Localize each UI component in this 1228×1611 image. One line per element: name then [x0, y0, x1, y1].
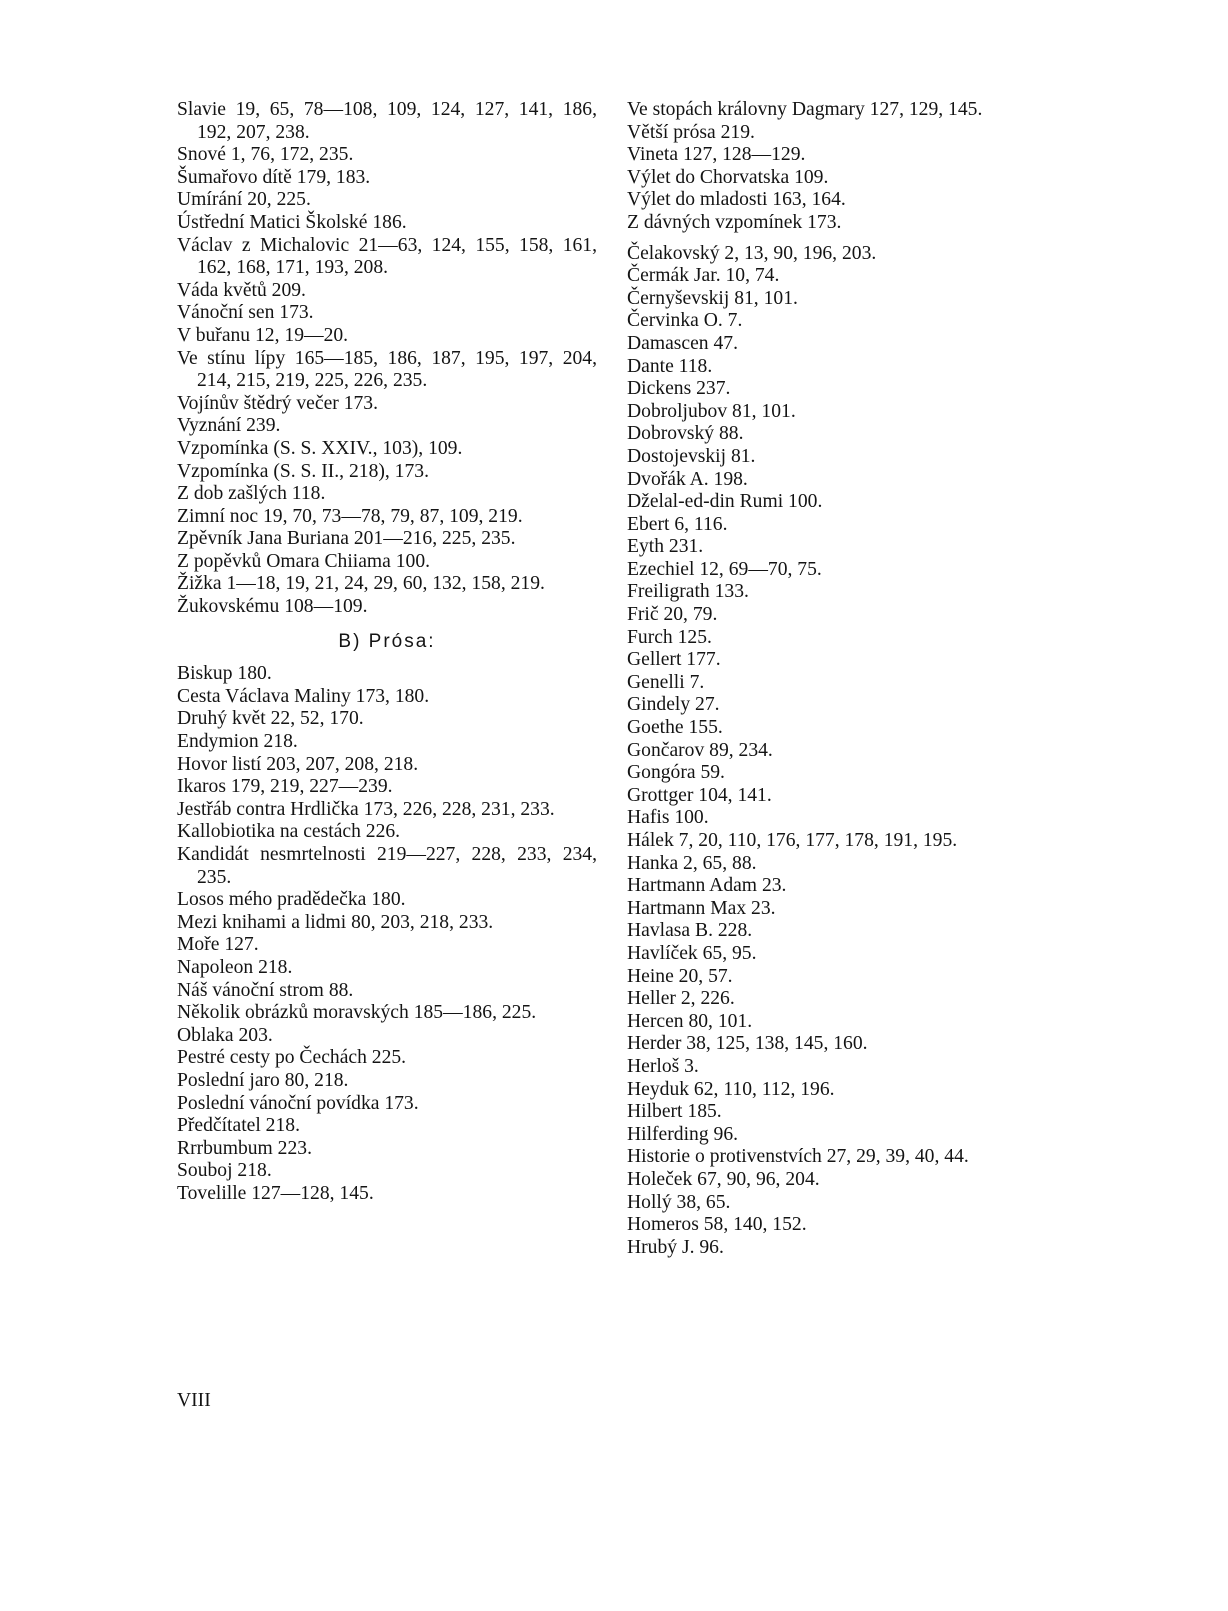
index-entry: Mezi knihami a lidmi 80, 203, 218, 233.: [177, 911, 494, 933]
index-entry: Pestré cesty po Čechách 225.: [177, 1047, 407, 1069]
index-entry: Heller 2, 226.: [627, 988, 735, 1010]
index-entry: Cesta Václava Maliny 173, 180.: [177, 685, 430, 707]
index-entry: Hovor listí 203, 207, 208, 218.: [177, 753, 419, 775]
index-entry: Ezechiel 12, 69—70, 75.: [627, 558, 822, 580]
index-entry: Šumařovo dítě 179, 183.: [177, 166, 371, 188]
index-entry: Umírání 20, 225.: [177, 189, 311, 211]
index-entry: Vzpomínka (S. S. XXIV., 103), 109.: [177, 437, 463, 459]
index-entry: Herloš 3.: [627, 1055, 699, 1077]
index-entry: Genelli 7.: [627, 671, 705, 693]
index-entry: Homeros 58, 140, 152.: [627, 1214, 807, 1236]
index-entry: Hercen 80, 101.: [627, 1010, 753, 1032]
index-entry: Goethe 155.: [627, 717, 723, 739]
index-entry: Heine 20, 57.: [627, 965, 733, 987]
index-entry: Poslední jaro 80, 218.: [177, 1069, 349, 1091]
index-entry: Biskup 180.: [177, 663, 272, 685]
index-entry: Dante 118.: [627, 355, 713, 377]
index-entry: Kallobiotika na cestách 226.: [177, 821, 401, 843]
page-number: VIII: [177, 1390, 211, 1411]
index-list-poetry: [177, 99, 597, 619]
index-entry: Výlet do mladosti 163, 164.: [627, 189, 846, 211]
index-entry: Hilbert 185.: [627, 1101, 722, 1123]
index-entry: Vzpomínka (S. S. II., 218), 173.: [177, 460, 429, 482]
index-entry: Zimní noc 19, 70, 73—78, 79, 87, 109, 219.: [177, 505, 523, 527]
index-entry: Několik obrázků moravských 185—186, 225.: [177, 1002, 537, 1024]
section-heading-prose: B) Prósa:: [338, 630, 436, 652]
index-entry: Herder 38, 125, 138, 145, 160.: [627, 1033, 868, 1055]
index-entry: Damascen 47.: [627, 332, 738, 354]
index-entry: Hilferding 96.: [627, 1123, 739, 1145]
index-entry: Hartmann Max 23.: [627, 897, 776, 919]
index-column-right: [627, 99, 1047, 1259]
index-entry: Furch 125.: [627, 626, 712, 648]
index-entry: Hafis 100.: [627, 807, 709, 829]
index-entry: Václav z Michalovic 21—63, 124, 155, 158, 161, 162, 168, 171, 193, 208.: [177, 234, 597, 279]
index-entry: Náš vánoční strom 88.: [177, 979, 354, 1001]
index-entry: Černyševskij 81, 101.: [627, 287, 798, 309]
index-entry: Kandidát nesmrtelnosti 219—227, 228, 233, 234, 235.: [177, 844, 597, 888]
index-entry: Červinka O. 7.: [627, 310, 743, 332]
index-entry: Holeček 67, 90, 96, 204.: [627, 1168, 820, 1190]
index-entry: Žižka 1—18, 19, 21, 24, 29, 60, 132, 158, 219.: [177, 573, 545, 595]
index-entry: Žukovskému 108—109.: [177, 596, 368, 618]
index-entry: Dvořák A. 198.: [627, 468, 748, 490]
index-entry: Dickens 237.: [627, 378, 731, 400]
index-list-names: [627, 243, 1047, 1260]
index-entry: Z popěvků Omara Chiiama 100.: [177, 550, 431, 572]
index-entry: Rrrbumbum 223.: [177, 1137, 312, 1159]
index-entry: Ve stínu lípy 165—185, 186, 187, 195, 197, 204, 214, 215, 219, 225, 226, 235.: [177, 347, 597, 392]
index-entry: Frič 20, 79.: [627, 604, 718, 626]
index-entry: Váda květů 209.: [177, 279, 306, 301]
index-entry: Vojínův štědrý večer 173.: [177, 392, 378, 414]
index-entry: Tovelille 127—128, 145.: [177, 1182, 374, 1204]
index-entry: Eyth 231.: [627, 536, 704, 558]
index-entry: Heyduk 62, 110, 112, 196.: [627, 1078, 835, 1100]
index-entry: Grottger 104, 141.: [627, 784, 772, 806]
index-entry: Gongóra 59.: [627, 762, 725, 784]
index-entry: Historie o protivenstvích 27, 29, 39, 40, 44.: [627, 1146, 969, 1168]
index-entry: Ve stopách královny Dagmary 127, 129, 145.: [627, 99, 983, 120]
index-entry: Druhý květ 22, 52, 170.: [177, 708, 364, 730]
index-entry: Z dávných vzpomínek 173.: [627, 211, 842, 233]
index-entry: Gellert 177.: [627, 649, 721, 671]
index-entry: V buřanu 12, 19—20.: [177, 324, 349, 346]
index-entry: Předčítatel 218.: [177, 1115, 300, 1137]
index-entry: Gindely 27.: [627, 694, 720, 716]
index-entry: Vánoční sen 173.: [177, 302, 314, 324]
index-entry: Gončarov 89, 234.: [627, 739, 773, 761]
index-entry: Poslední vánoční povídka 173.: [177, 1092, 419, 1114]
index-entry: Zpěvník Jana Buriana 201—216, 225, 235.: [177, 528, 516, 550]
index-entry: Freiligrath 133.: [627, 581, 749, 603]
index-entry: Ikaros 179, 219, 227—239.: [177, 776, 393, 798]
index-entry: Čelakovský 2, 13, 90, 196, 203.: [627, 242, 877, 264]
index-entry: Vyznání 239.: [177, 415, 281, 437]
index-entry: Endymion 218.: [177, 731, 298, 753]
index-entry: Z dob zašlých 118.: [177, 483, 326, 505]
index-entry: Vineta 127, 128—129.: [627, 144, 806, 166]
index-entry: Snové 1, 76, 172, 235.: [177, 144, 354, 166]
index-entry: Souboj 218.: [177, 1160, 272, 1182]
index-list-prose: [177, 663, 597, 1205]
index-entry: Dobrovský 88.: [627, 423, 744, 445]
index-entry: Výlet do Chorvatska 109.: [627, 166, 829, 188]
index-entry: Hálek 7, 20, 110, 176, 177, 178, 191, 195.: [627, 830, 958, 851]
index-entry: Napoleon 218.: [177, 956, 293, 978]
index-entry: Havlíček 65, 95.: [627, 942, 757, 964]
index-column-left: [177, 99, 597, 1206]
index-entry: Jestřáb contra Hrdlička 173, 226, 228, 231, 233.: [177, 798, 555, 820]
index-entry: Hrubý J. 96.: [627, 1236, 724, 1258]
index-list-titles-continued: [627, 99, 1047, 235]
index-entry: Losos mého pradědečka 180.: [177, 889, 406, 911]
index-entry: Slavie 19, 65, 78—108, 109, 124, 127, 141, 186, 192, 207, 238.: [177, 99, 597, 143]
index-entry: Ebert 6, 116.: [627, 513, 728, 535]
index-entry: Moře 127.: [177, 934, 259, 956]
index-entry: Čermák Jar. 10, 74.: [627, 265, 780, 287]
index-entry: Hanka 2, 65, 88.: [627, 852, 757, 874]
index-entry: Dobroljubov 81, 101.: [627, 400, 796, 422]
index-entry: Hartmann Adam 23.: [627, 875, 787, 897]
index-entry: Dostojevskij 81.: [627, 445, 756, 467]
index-entry: Oblaka 203.: [177, 1024, 273, 1046]
index-entry: Dželal-ed-din Rumi 100.: [627, 491, 823, 513]
index-entry: Větší prósa 219.: [627, 121, 755, 143]
column-gap: [627, 235, 1047, 243]
index-entry: Havlasa B. 228.: [627, 920, 753, 942]
index-entry: Ústřední Matici Školské 186.: [177, 211, 407, 233]
index-entry: Hollý 38, 65.: [627, 1191, 731, 1213]
